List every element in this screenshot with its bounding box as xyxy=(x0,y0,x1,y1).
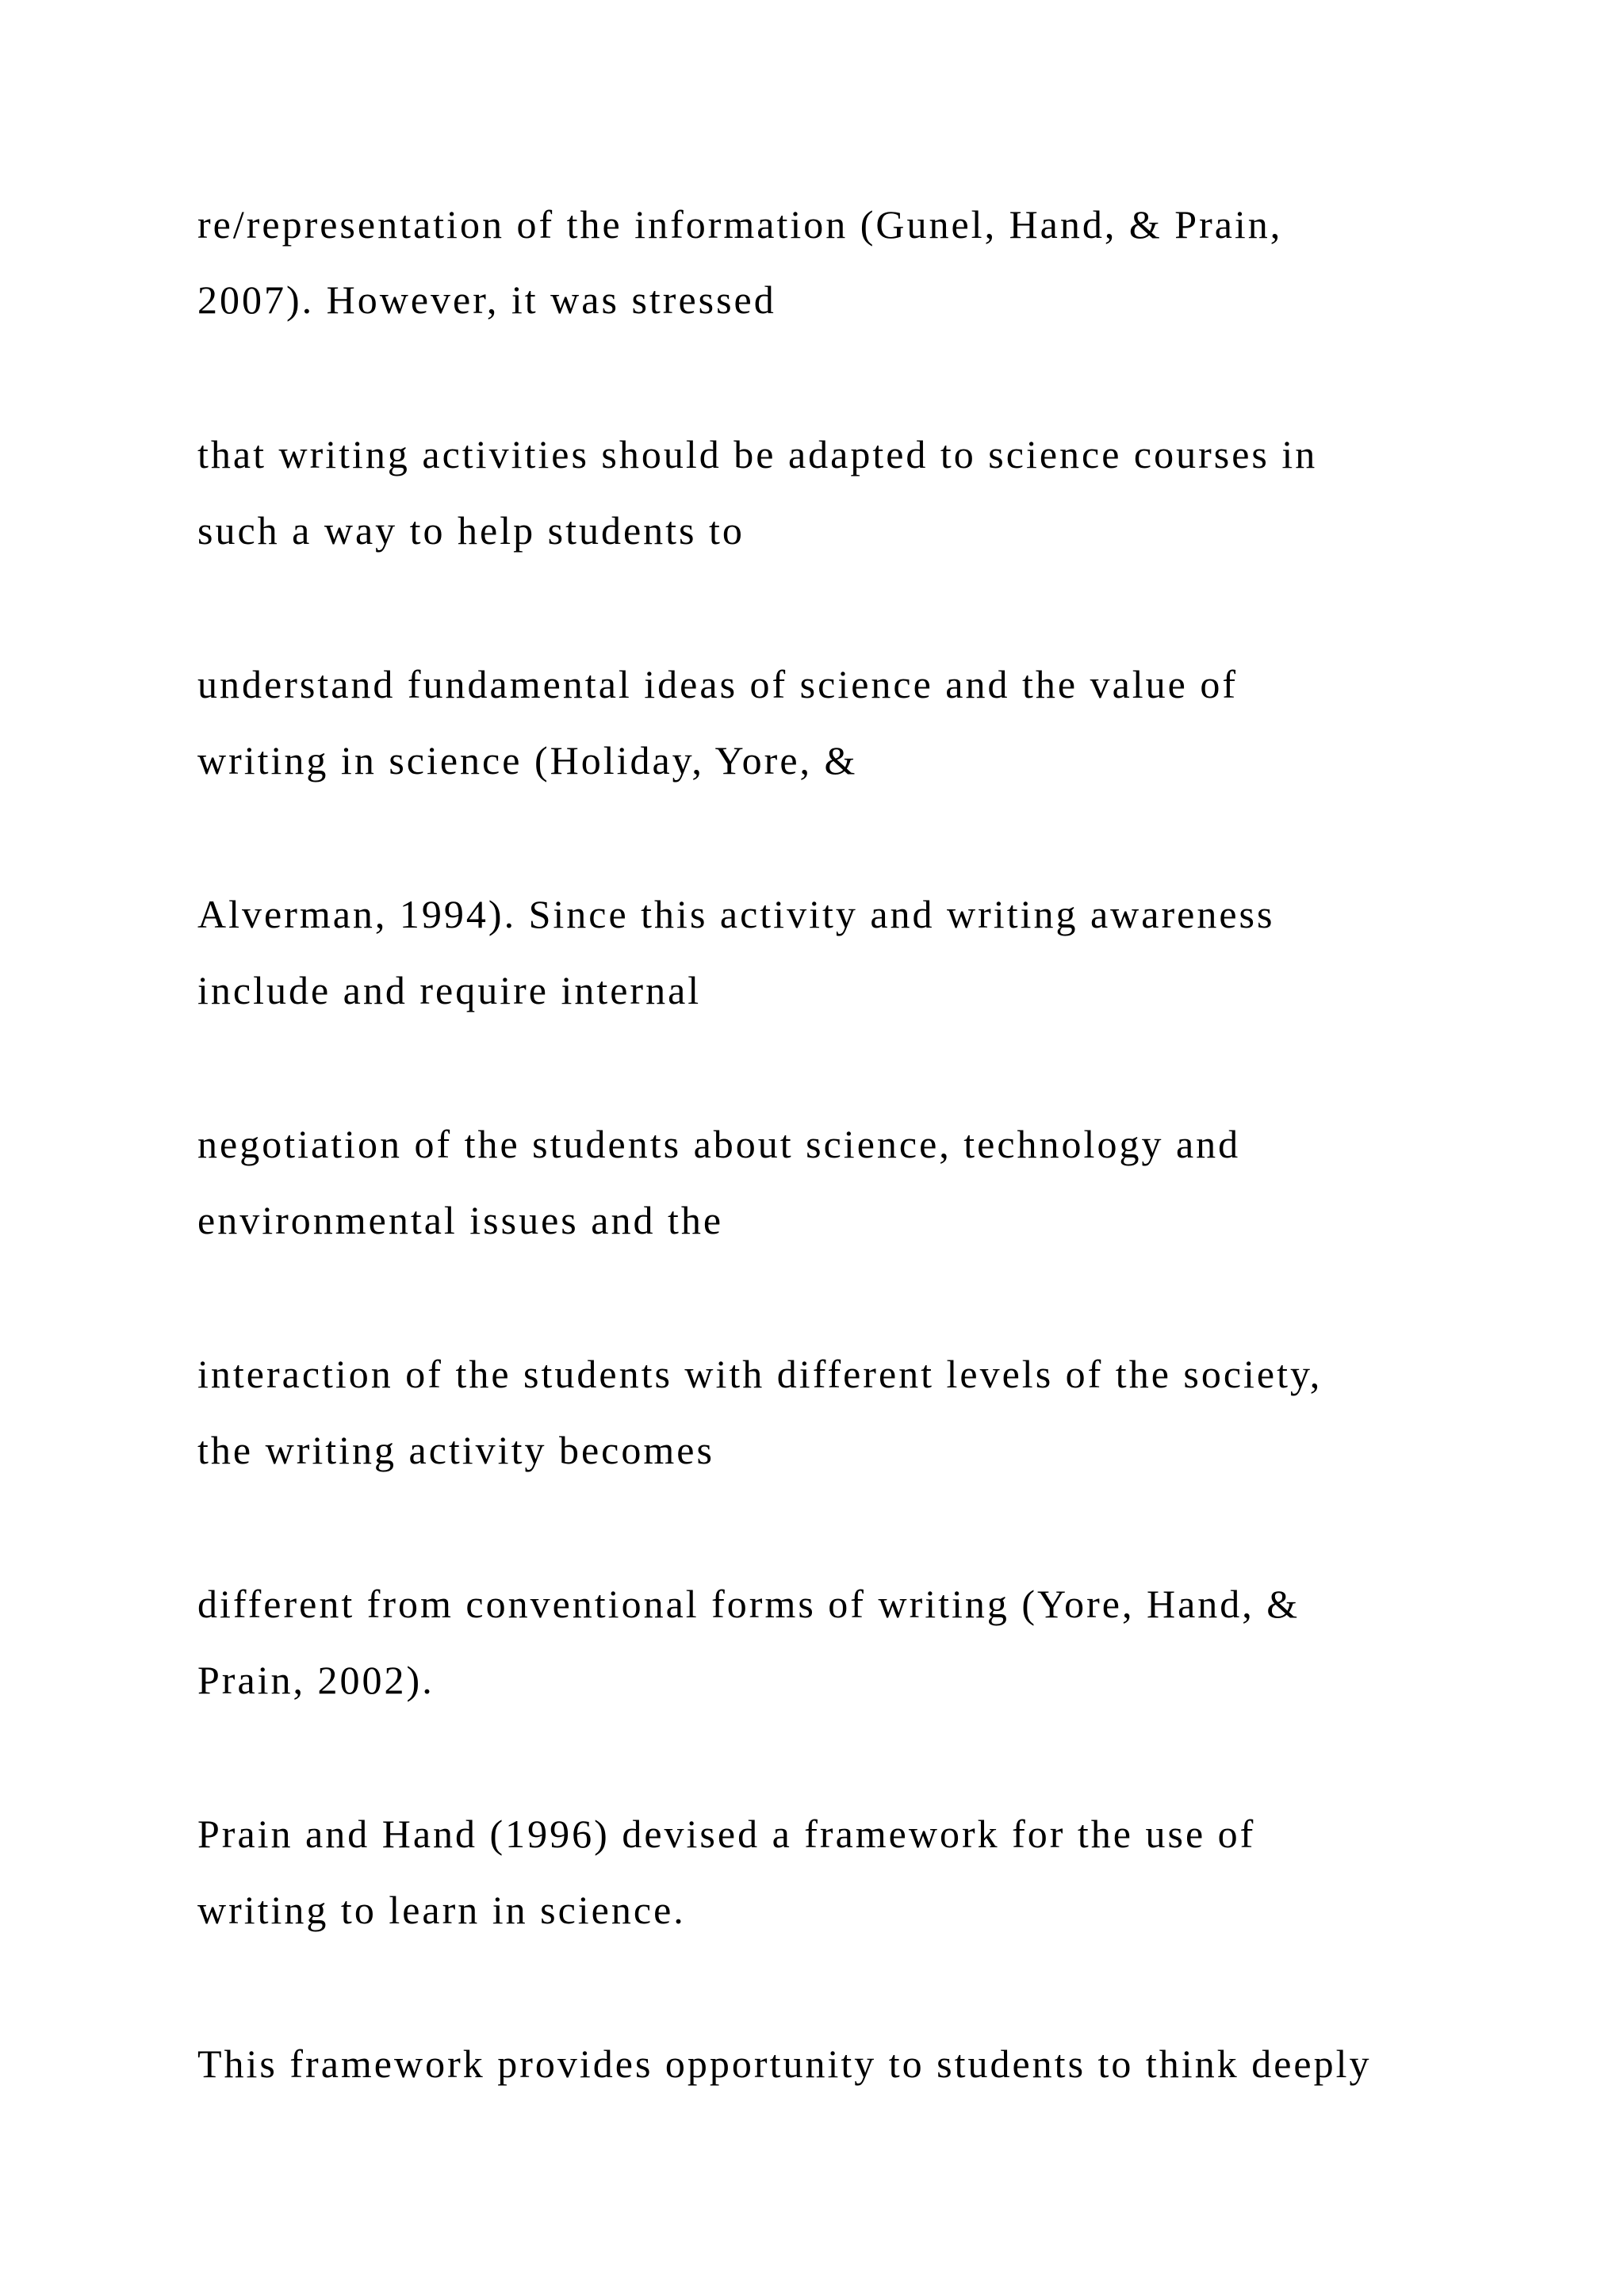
text-line: such a way to help students to xyxy=(197,508,745,553)
text-line: understand fundamental ideas of science and the value of xyxy=(197,662,1238,706)
text-line: the writing activity becomes xyxy=(197,1428,714,1472)
text-line: that writing activities should be adapted to science courses in xyxy=(197,432,1318,476)
text-line: Alverman, 1994). Since this activity and writing awareness xyxy=(197,892,1275,936)
text-line: environmental issues and the xyxy=(197,1198,724,1242)
text-line: This framework provides opportunity to students to think deeply xyxy=(197,2042,1372,2086)
text-line: writing in science (Holiday, Yore, & xyxy=(197,738,858,783)
text-line: re/representation of the information (Gunel, Hand, & Prain, xyxy=(197,202,1283,247)
text-line: Prain, 2002). xyxy=(197,1658,435,1702)
text-line: 2007). However, it was stressed xyxy=(197,277,776,322)
text-line: Prain and Hand (1996) devised a framework for the use of xyxy=(197,1812,1256,1856)
text-line: include and require internal xyxy=(197,968,702,1012)
text-line: writing to learn in science. xyxy=(197,1888,686,1932)
text-line: different from conventional forms of writing (Yore, Hand, & xyxy=(197,1582,1300,1626)
text-line: interaction of the students with different levels of the society, xyxy=(197,1352,1323,1396)
text-line: negotiation of the students about science, technology and xyxy=(197,1122,1241,1166)
